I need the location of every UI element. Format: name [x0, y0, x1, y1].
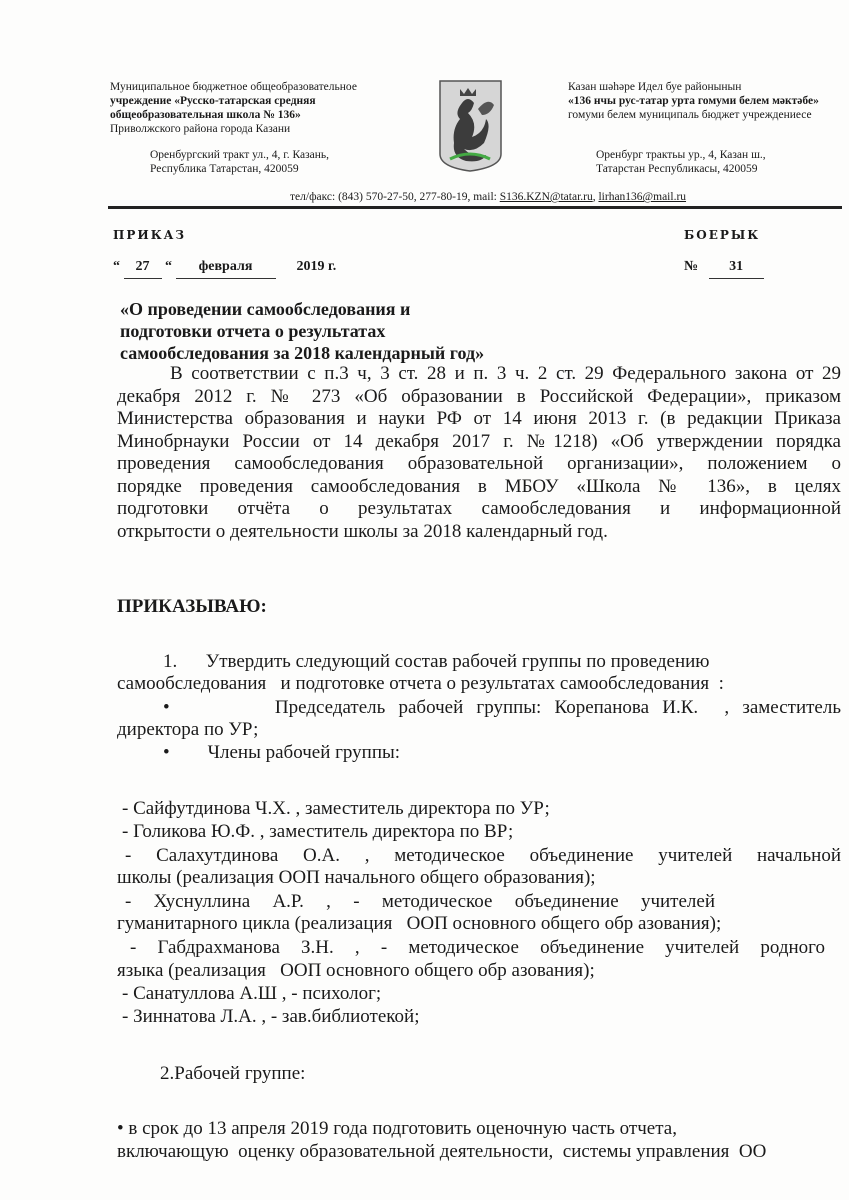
item-1: 1. Утвердить следующий состав рабочей группы по проведению — [163, 651, 710, 672]
number-sign: № — [684, 259, 699, 274]
task-line: включающую оценку образовательной деятельности, системы управления ОО — [117, 1141, 767, 1162]
header-divider — [108, 206, 842, 209]
member-item: гуманитарного цикла (реализация ООП основного общего обр азования); — [117, 913, 722, 934]
title-line: самообследования за 2018 календарный год» — [120, 343, 485, 363]
item-2: 2.Рабочей группе: — [160, 1063, 306, 1084]
header-line: Приволжского района города Казани — [110, 123, 291, 135]
header-line: «136 нчы рус-татар урта гомуми белем мәктәбе» — [568, 95, 819, 107]
members-label: • Члены рабочей группы: — [163, 742, 401, 763]
preamble-line: Минобрнауки России от 14 декабря 2017 г. №1218) «Об утверждении порядка — [117, 431, 841, 452]
header-line: гомуми белем муниципаль бюджет учреждениесе — [568, 109, 812, 121]
chair-line: • Председатель рабочей группы: Корепанова И.К. , заместитель — [163, 697, 841, 718]
member-item: - Хуснуллина А.Р. , - методическое объединение учителей — [125, 891, 715, 912]
address-line: Оренбург трактьы ур., 4, Казан ш., — [596, 149, 766, 161]
preamble-line: проведения самообследования образовательной организации», положением о — [117, 453, 841, 474]
member-item: - Голикова Ю.Ф. , заместитель директора по ВР; — [122, 821, 514, 842]
preamble-line: В соответствии с п.3 ч, 3 ст. 28 и п. 3 ч. 2 ст. 29 Федерального закона от 29 — [170, 363, 841, 384]
header-line: Муниципальное бюджетное общеобразовательное — [110, 81, 357, 93]
preamble-line: декабря 2012 г. № 273 «Об образовании в Российской Федерации», приказом — [117, 386, 841, 407]
order-number-value: 31 — [709, 256, 764, 279]
order-number — [684, 256, 764, 279]
address-line: Республика Татарстан, 420059 — [150, 163, 299, 175]
order-date: “ 27 “ февраля 2019 г. — [113, 256, 336, 279]
email-link[interactable]: lirhan136@mail.ru — [598, 191, 687, 203]
preamble-line: Министерства образования и науки РФ от 14 июня 2013 г. (в редакции Приказа — [117, 408, 841, 429]
header-line: Казан шәһәре Идел буе районынын — [568, 81, 742, 93]
header-line: учреждение «Русско-татарская средняя — [110, 95, 316, 107]
address-line: Оренбургский тракт ул., 4, г. Казань, — [150, 149, 329, 161]
order-day: 27 — [124, 256, 162, 279]
member-item: школы (реализация ООП начального общего образования); — [117, 867, 596, 888]
preamble-line: подготовки отчёта о результатах самообследования и информационной — [117, 498, 841, 519]
member-item: - Санатуллова А.Ш , - психолог; — [122, 983, 382, 1004]
kazan-coat-of-arms — [438, 79, 503, 179]
chair-line: директора по УР; — [117, 719, 259, 740]
address-tt — [596, 148, 766, 176]
title-line: «О проведении самообследования и — [120, 299, 411, 319]
task-line: • в срок до 13 апреля 2019 года подготовить оценочную часть отчета, — [117, 1118, 677, 1139]
member-item: - Салахутдинова О.А. , методическое объединение учителей начальной — [125, 845, 841, 866]
order-word: ПРИКАЗЫВАЮ: — [117, 596, 267, 617]
preamble-line: порядке проведения самообследования в МБОУ «Школа № 136», в целях — [117, 476, 841, 497]
member-item: - Габдрахманова З.Н. , - методическое объединение учителей родного — [130, 937, 825, 958]
email-link[interactable]: S136.KZN@tatar.ru — [499, 191, 593, 203]
order-label-tt: БОЕРЫК — [684, 228, 761, 242]
member-item: языка (реализация ООП основного общего обр азования); — [117, 960, 595, 981]
contacts: тел/факс: (843) 570-27-50, 277-80-19, mail: S136.KZN@tatar.ru, lirhan136@mail.ru — [290, 191, 687, 203]
address-ru — [150, 148, 329, 176]
item-1: самообследования и подготовке отчета о результатах самообследования : — [117, 673, 724, 694]
address-line: Татарстан Республикасы, 420059 — [596, 163, 758, 175]
order-label-ru: ПРИКАЗ — [113, 228, 187, 242]
preamble-line: открытости о деятельности школы за 2018 календарный год. — [117, 521, 608, 542]
member-item: - Зиннатова Л.А. , - зав.библиотекой; — [122, 1006, 420, 1027]
header-line: общеобразовательная школа № 136» — [110, 109, 301, 121]
school-name-tt — [568, 80, 819, 122]
order-month: февраля — [176, 256, 276, 279]
school-name-ru — [110, 80, 357, 136]
title-line: подготовки отчета о результатах — [120, 321, 386, 341]
order-title — [120, 298, 484, 364]
member-item: - Сайфутдинова Ч.Х. , заместитель директора по УР; — [122, 798, 550, 819]
phone-fax: тел/факс: (843) 570-27-50, 277-80-19, mail: — [290, 191, 500, 203]
order-year: 2019 г. — [296, 259, 337, 274]
